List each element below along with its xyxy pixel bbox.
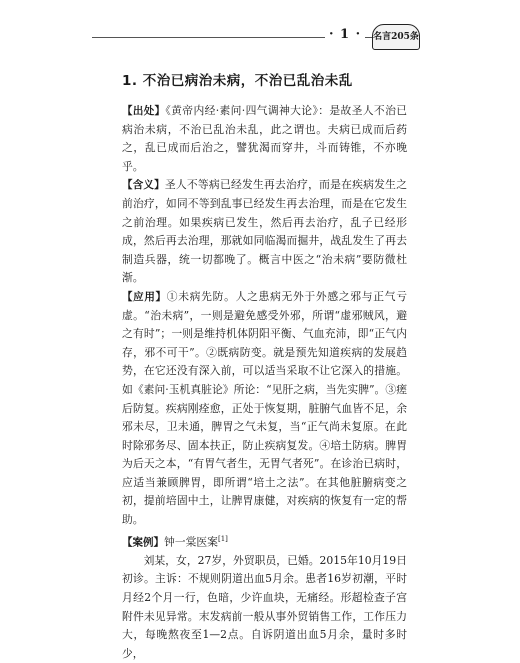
application-tag: 【应用】 xyxy=(122,290,167,303)
source-tag: 【出处】 xyxy=(122,105,166,117)
body-text xyxy=(122,102,407,663)
meaning-tag: 【含义】 xyxy=(122,179,165,192)
source-paragraph xyxy=(122,102,407,176)
case-text: 刘某，女，27岁，外贸职员，已婚。2015年10月19日初诊。主诉：不规则阴道出血5月余。患者16岁初潮，平时月经2个月一行，色暗，少许血块，无痛经。形超检查子宫附件未见异常。末发病前一般从事外贸销售工作，工作压力大，每晚熬夜至1—2点。自诉阴道出血5月余，量时多时少， xyxy=(122,553,407,660)
application-paragraph xyxy=(122,288,407,530)
page-header xyxy=(0,24,520,52)
meaning-text: 圣人不等病已经发生再去治疗，而是在疾病发生之前治疗，如同不等到乱事已经发生再去治理，而是在它发生之前治理。如果疾病已发生，然后再去治疗，乱子已经形成，然后再去治理，那就如同临渴而掘井，战乱发生了再去制造兵器，统一切都晚了。概言中医之“治未病”要防微杜渐。 xyxy=(122,178,407,285)
case-tag: 【案例】 xyxy=(122,536,164,549)
section-title: 1. 不治已病治未病，不治已乱治未乱 xyxy=(122,73,353,89)
series-tag: 名言205条 xyxy=(372,24,420,50)
application-text: ①未病先防。人之患病无外于外感之邪与正气亏虚。“治未病”，一则是避免感受外邪，所谓“虚邪贼风，避之有时”；一则是维持机体阴阳平衡、气血充沛，即“正气内存，邪不可干”。②既病防变。就是预先知道疾病的发展趋势，在它还没有深入前，可以适当采取不让它深入的措施。如《素问·玉机真脏论》所论：“见肝之病，当先实脾”。③瘥后防复。疾病刚痊愈，正处于恢复期，脏腑气血皆不足，余邪未尽，卫未通，脾胃之气未复，当“正气尚未复原。在此时除邪务尽、固本扶正，防止疾病复发。④培土防病。脾胃为后天之本，“有胃气者生，无胃气者死”。在诊治已病时，应适当兼顾脾胃，即所谓“培土之法”。在其他脏腑病变之初，提前培固中土，让脾胃康健，对疾病的恢复有一定的帮助。 xyxy=(122,289,408,527)
case-title: 钟一棠医案 xyxy=(164,535,218,549)
source-text: 《黄帝内经·素问·四气调神大论》：是故圣人不治已病治未病，不治已乱治未乱，此之谓也。夫病已成而后药之，乱已成而后治之，譬犹渴而穿井，斗而铸锥，不亦晚乎。 xyxy=(122,104,408,173)
case-paragraph xyxy=(122,552,407,663)
case-citation: [1] xyxy=(217,534,228,543)
page-number: · 1 · xyxy=(325,27,365,42)
meaning-paragraph xyxy=(122,176,407,288)
case-heading xyxy=(122,530,407,552)
